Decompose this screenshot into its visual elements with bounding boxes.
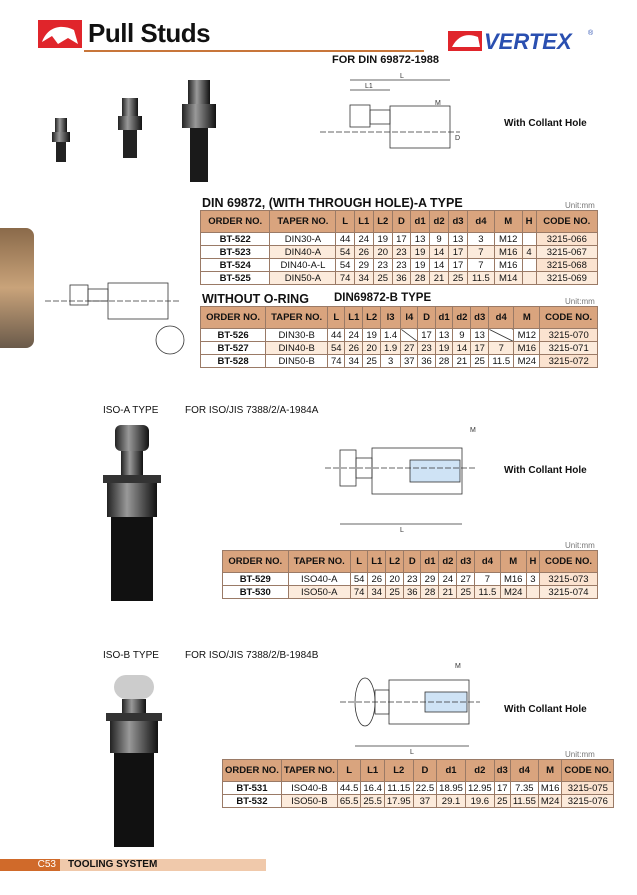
table-cell: 28	[421, 586, 439, 599]
column-header: CODE NO.	[540, 551, 598, 573]
table-cell: 19.6	[465, 795, 494, 808]
technical-drawing-c	[320, 420, 490, 535]
side-photo-strip	[0, 228, 34, 348]
table-cell: 22.5	[413, 782, 437, 795]
order-no-cell: BT-524	[201, 259, 270, 272]
table-cell: 12.95	[465, 782, 494, 795]
table-cell: 18.95	[437, 782, 466, 795]
table-cell: ISO50-A	[288, 586, 350, 599]
table-cell: 74	[336, 272, 354, 285]
column-header: TAPER NO.	[281, 760, 337, 782]
table-cell: 13	[449, 233, 468, 246]
table-row	[201, 342, 598, 355]
table-row	[223, 782, 614, 795]
column-header: L1	[354, 211, 373, 233]
code-no-cell: 3215-073	[540, 573, 598, 586]
svg-text:M: M	[435, 100, 441, 107]
table-cell: M24	[538, 795, 561, 808]
title-rule	[84, 50, 424, 52]
column-header: L1	[361, 760, 385, 782]
column-header: TAPER NO.	[266, 307, 328, 329]
section-d-unit: Unit:mm	[565, 750, 595, 759]
table-cell: 4	[522, 246, 536, 259]
table-cell: 7	[475, 573, 500, 586]
iso-a-pull-stud-photo	[95, 425, 170, 605]
column-header: ORDER NO.	[223, 760, 282, 782]
table-cell: 19	[411, 246, 430, 259]
table-cell: 21	[430, 272, 449, 285]
table-cell: 17	[471, 342, 489, 355]
column-header: M	[538, 760, 561, 782]
table-cell: 26	[354, 246, 373, 259]
svg-text:M: M	[455, 663, 461, 670]
table-row	[223, 795, 614, 808]
table-cell	[522, 259, 536, 272]
section-b-table	[200, 306, 598, 368]
table-cell: 11.15	[384, 782, 413, 795]
section-d-standard: FOR ISO/JIS 7388/2/B-1984B	[185, 650, 319, 661]
table-cell: 27	[401, 342, 418, 355]
column-header: D	[404, 551, 421, 573]
table-cell: 16.4	[361, 782, 385, 795]
table-cell: 25	[457, 586, 475, 599]
table-cell: 36	[404, 586, 421, 599]
table-cell: 28	[435, 355, 453, 368]
table-cell: 3	[526, 573, 539, 586]
header-row	[201, 211, 598, 233]
table-cell	[522, 272, 536, 285]
table-cell: 21	[453, 355, 471, 368]
table-row	[201, 259, 598, 272]
pull-stud-photos	[40, 78, 240, 188]
table-cell: M16	[514, 342, 540, 355]
table-row	[201, 329, 598, 342]
table-cell: 36	[392, 272, 410, 285]
column-header: L1	[345, 307, 363, 329]
vertex-logo	[448, 27, 598, 58]
code-no-cell: 3215-076	[562, 795, 614, 808]
column-header: d3	[449, 211, 468, 233]
table-cell: 23	[404, 573, 421, 586]
table-cell: 13	[471, 329, 489, 342]
order-no-cell: BT-529	[223, 573, 289, 586]
svg-text:L: L	[400, 73, 404, 80]
svg-text:L: L	[400, 527, 404, 534]
header-row	[201, 307, 598, 329]
table-cell: 23	[392, 246, 410, 259]
table-cell: 37	[401, 355, 418, 368]
table-cell: 11.55	[510, 795, 538, 808]
section-a-table	[200, 210, 598, 285]
code-no-cell: 3215-070	[540, 329, 598, 342]
table-cell: 17	[392, 233, 410, 246]
table-cell: 25	[363, 355, 381, 368]
column-header: D	[418, 307, 435, 329]
column-header: d3	[494, 760, 510, 782]
table-cell: 11.5	[468, 272, 495, 285]
table-cell: DIN40-A-L	[270, 259, 336, 272]
table-cell: 23	[373, 259, 392, 272]
table-cell: 19	[363, 329, 381, 342]
table-cell: 54	[336, 246, 354, 259]
table-cell: M16	[494, 246, 522, 259]
section-b-subtitle: DIN69872-B TYPE	[334, 292, 432, 304]
section-c-type: ISO-A TYPE	[103, 405, 159, 416]
code-no-cell: 3215-071	[540, 342, 598, 355]
svg-text:M: M	[470, 427, 476, 434]
collant-hole-label: With Collant Hole	[504, 118, 587, 129]
table-cell: 13	[435, 329, 453, 342]
table-cell: 19	[435, 342, 453, 355]
table-cell: 1.4	[381, 329, 401, 342]
table-cell: 19	[373, 233, 392, 246]
table-cell: DIN40-A	[270, 246, 336, 259]
column-header: L2	[386, 551, 404, 573]
section-a-unit: Unit:mm	[565, 201, 595, 210]
order-no-cell: BT-530	[223, 586, 289, 599]
column-header: d2	[439, 551, 457, 573]
column-header: d1	[411, 211, 430, 233]
page-title: Pull Studs	[88, 18, 211, 48]
column-header: ORDER NO.	[201, 211, 270, 233]
table-cell: 25	[471, 355, 489, 368]
table-cell: 27	[457, 573, 475, 586]
table-cell: 29	[354, 259, 373, 272]
column-header: l4	[401, 307, 418, 329]
code-no-cell: 3215-067	[536, 246, 597, 259]
column-header: D	[413, 760, 437, 782]
table-cell	[401, 329, 418, 342]
table-cell: 7	[468, 246, 495, 259]
column-header: d4	[510, 760, 538, 782]
column-header: H	[522, 211, 536, 233]
column-header: D	[392, 211, 410, 233]
table-cell: 23	[418, 342, 435, 355]
column-header: d4	[475, 551, 500, 573]
table-cell: 1.9	[381, 342, 401, 355]
table-cell: DIN30-A	[270, 233, 336, 246]
table-cell: 44	[328, 329, 345, 342]
section-c-unit: Unit:mm	[565, 541, 595, 550]
table-cell: 3	[381, 355, 401, 368]
column-header: d1	[435, 307, 453, 329]
section-b-title: WITHOUT O-RING	[202, 292, 309, 306]
column-header: L1	[368, 551, 386, 573]
column-header: d4	[468, 211, 495, 233]
section-c-standard: FOR ISO/JIS 7388/2/A-1984A	[185, 405, 319, 416]
table-cell: 19	[411, 259, 430, 272]
table-cell: 44	[336, 233, 354, 246]
column-header: d1	[421, 551, 439, 573]
column-header: L	[350, 551, 367, 573]
table-cell: 9	[453, 329, 471, 342]
order-no-cell: BT-527	[201, 342, 266, 355]
table-cell: M16	[500, 573, 526, 586]
collant-hole-label: With Collant Hole	[504, 704, 587, 715]
table-cell	[522, 233, 536, 246]
footer-label: TOOLING SYSTEM	[60, 859, 266, 871]
table-cell: 20	[373, 246, 392, 259]
table-cell: 21	[439, 586, 457, 599]
order-no-cell: BT-532	[223, 795, 282, 808]
table-cell: 24	[439, 573, 457, 586]
table-row	[223, 573, 598, 586]
table-cell: 74	[328, 355, 345, 368]
table-cell: 29.1	[437, 795, 466, 808]
technical-drawing-b	[40, 255, 190, 365]
table-cell	[526, 586, 539, 599]
header-row	[223, 551, 598, 573]
table-cell: 9	[430, 233, 449, 246]
column-header: L	[328, 307, 345, 329]
table-cell: 17	[418, 329, 435, 342]
table-row	[223, 586, 598, 599]
table-cell: 74	[350, 586, 367, 599]
section-d-type: ISO-B TYPE	[103, 650, 159, 661]
table-row	[201, 233, 598, 246]
table-cell: 14	[430, 259, 449, 272]
column-header: d3	[471, 307, 489, 329]
code-no-cell: 3215-068	[536, 259, 597, 272]
eagle-logo-icon	[38, 20, 82, 53]
table-cell: 24	[354, 233, 373, 246]
code-no-cell: 3215-069	[536, 272, 597, 285]
column-header: CODE NO.	[540, 307, 598, 329]
column-header: d2	[465, 760, 494, 782]
table-row	[201, 272, 598, 285]
table-cell: ISO40-B	[281, 782, 337, 795]
standard-label: FOR DIN 69872-1988	[332, 54, 439, 66]
table-cell: 17	[449, 259, 468, 272]
iso-b-pull-stud-photo	[100, 675, 170, 850]
table-cell: 44.5	[337, 782, 361, 795]
table-cell: ISO50-B	[281, 795, 337, 808]
table-cell: 25.5	[361, 795, 385, 808]
code-no-cell: 3215-066	[536, 233, 597, 246]
column-header: M	[500, 551, 526, 573]
table-row	[201, 246, 598, 259]
svg-text:L1: L1	[365, 83, 373, 90]
column-header: M	[514, 307, 540, 329]
table-cell: M12	[494, 233, 522, 246]
table-cell: 25	[494, 795, 510, 808]
table-cell: M16	[494, 259, 522, 272]
section-a-title: DIN 69872, (WITH THROUGH HOLE)-A TYPE	[202, 196, 463, 210]
code-no-cell: 3215-074	[540, 586, 598, 599]
column-header: d2	[430, 211, 449, 233]
table-cell: 26	[345, 342, 363, 355]
table-cell: M24	[500, 586, 526, 599]
table-cell: 34	[368, 586, 386, 599]
order-no-cell: BT-531	[223, 782, 282, 795]
code-no-cell: 3215-072	[540, 355, 598, 368]
table-cell: 54	[350, 573, 367, 586]
column-header: L2	[384, 760, 413, 782]
table-cell: DIN50-A	[270, 272, 336, 285]
column-header: L2	[373, 211, 392, 233]
table-cell: 23	[392, 259, 410, 272]
table-cell: 17	[449, 246, 468, 259]
table-cell: DIN50-B	[266, 355, 328, 368]
table-cell: 20	[363, 342, 381, 355]
column-header: L	[336, 211, 354, 233]
column-header: ORDER NO.	[201, 307, 266, 329]
table-cell: 65.5	[337, 795, 361, 808]
table-cell: 26	[368, 573, 386, 586]
technical-drawing-d	[320, 660, 490, 755]
section-b-unit: Unit:mm	[565, 297, 595, 306]
table-cell: 3	[468, 233, 495, 246]
column-header: L2	[363, 307, 381, 329]
collant-hole-label: With Collant Hole	[504, 465, 587, 476]
table-cell: 28	[411, 272, 430, 285]
table-row	[201, 355, 598, 368]
column-header: H	[526, 551, 539, 573]
column-header: L	[337, 760, 361, 782]
column-header: d1	[437, 760, 466, 782]
table-cell: 20	[386, 573, 404, 586]
svg-text:®: ®	[588, 30, 594, 37]
table-cell: 25	[373, 272, 392, 285]
order-no-cell: BT-522	[201, 233, 270, 246]
table-cell: DIN40-B	[266, 342, 328, 355]
column-header: TAPER NO.	[270, 211, 336, 233]
table-cell: M14	[494, 272, 522, 285]
table-cell: 25	[449, 272, 468, 285]
technical-drawing-a	[310, 70, 470, 195]
column-header: ORDER NO.	[223, 551, 289, 573]
order-no-cell: BT-525	[201, 272, 270, 285]
section-c-table	[222, 550, 598, 599]
table-cell: 29	[421, 573, 439, 586]
svg-text:VERTEX: VERTEX	[484, 29, 572, 53]
table-cell: 34	[345, 355, 363, 368]
table-cell: 25	[386, 586, 404, 599]
order-no-cell: BT-528	[201, 355, 266, 368]
table-cell: ISO40-A	[288, 573, 350, 586]
column-header: l3	[381, 307, 401, 329]
header-row	[223, 760, 614, 782]
table-cell: 11.5	[475, 586, 500, 599]
column-header: CODE NO.	[562, 760, 614, 782]
table-cell: 11.5	[489, 355, 514, 368]
column-header: d3	[457, 551, 475, 573]
table-cell: 7	[489, 342, 514, 355]
column-header: d2	[453, 307, 471, 329]
table-cell: 14	[430, 246, 449, 259]
order-no-cell: BT-526	[201, 329, 266, 342]
code-no-cell: 3215-075	[562, 782, 614, 795]
svg-text:D: D	[455, 135, 461, 142]
page-number: C53	[0, 859, 60, 871]
table-cell: 7.35	[510, 782, 538, 795]
table-cell: 36	[418, 355, 435, 368]
table-cell	[489, 329, 514, 342]
table-cell: M24	[514, 355, 540, 368]
column-header: CODE NO.	[536, 211, 597, 233]
table-cell: 17	[494, 782, 510, 795]
column-header: d4	[489, 307, 514, 329]
table-cell: 37	[413, 795, 437, 808]
table-cell: 54	[328, 342, 345, 355]
order-no-cell: BT-523	[201, 246, 270, 259]
table-cell: 24	[345, 329, 363, 342]
table-cell: DIN30-B	[266, 329, 328, 342]
table-cell: M16	[538, 782, 561, 795]
column-header: TAPER NO.	[288, 551, 350, 573]
table-cell: 54	[336, 259, 354, 272]
table-cell: 14	[453, 342, 471, 355]
column-header: M	[494, 211, 522, 233]
table-cell: 7	[468, 259, 495, 272]
svg-text:L: L	[410, 749, 414, 755]
table-cell: 34	[354, 272, 373, 285]
table-cell: 17.95	[384, 795, 413, 808]
table-cell: 13	[411, 233, 430, 246]
table-cell: M12	[514, 329, 540, 342]
section-d-table	[222, 759, 614, 808]
